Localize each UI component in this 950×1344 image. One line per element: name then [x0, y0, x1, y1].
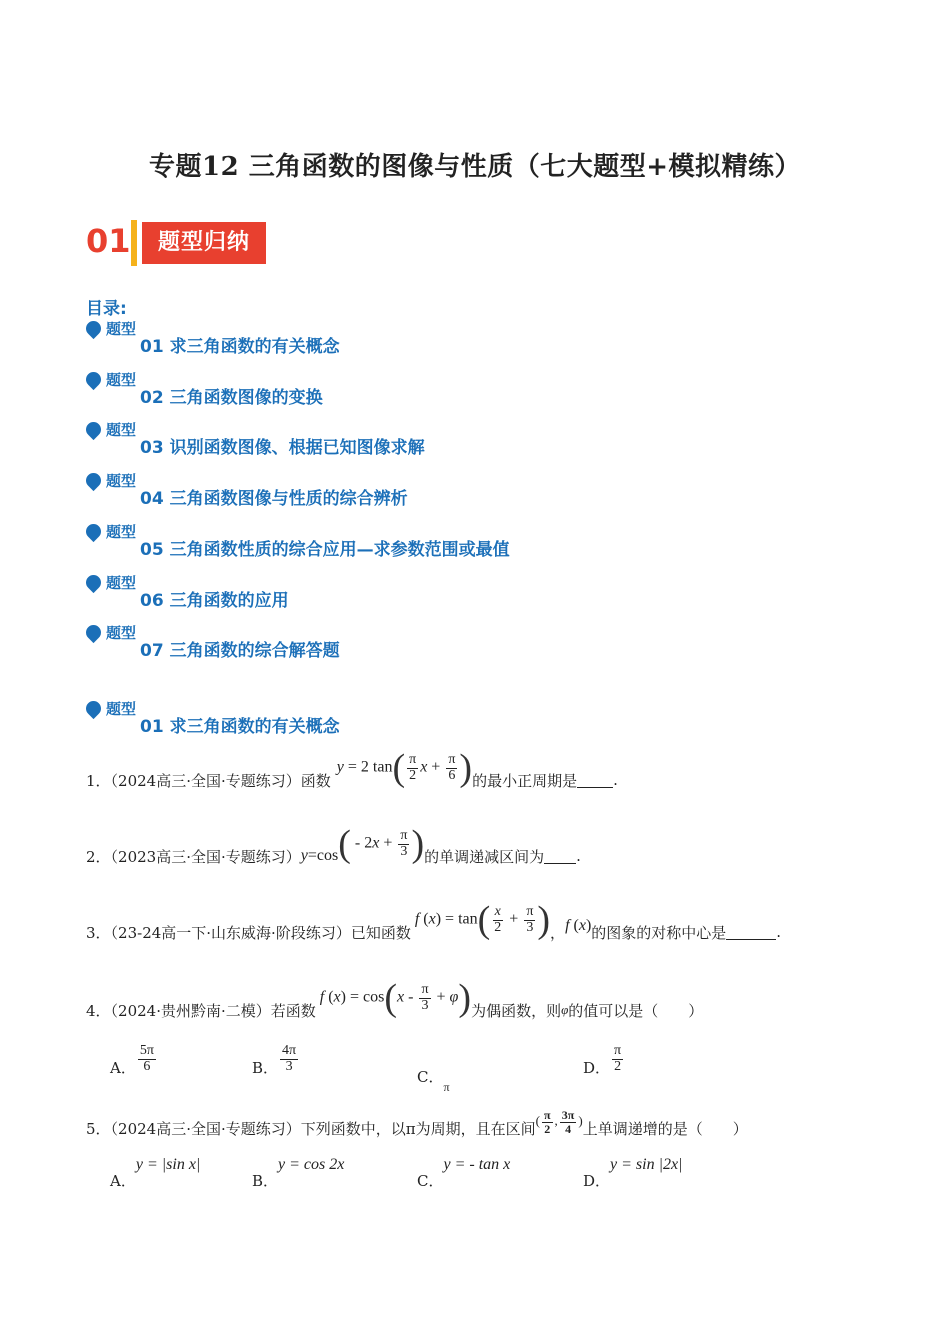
toc-item-7[interactable]: 07 三角函数的综合解答题	[140, 641, 340, 661]
formula: ( - 2x + $\frac{\pi}{3}$ )	[338, 823, 425, 865]
answer-blank[interactable]	[544, 849, 576, 864]
toc-item-5[interactable]: 05 三角函数性质的综合应用—求参数范围或最值	[140, 540, 510, 560]
toc-tag: 题型	[86, 572, 136, 593]
section-divider	[131, 220, 137, 266]
toc-tag: 题型	[86, 318, 136, 339]
option-a[interactable]: A． $\frac{5\pi}{6}$	[110, 1043, 154, 1077]
toc-tag: 题型	[86, 521, 136, 542]
option-d[interactable]: D． $\frac{\pi}{2}$	[583, 1043, 622, 1077]
toc-item-1[interactable]: 01 求三角函数的有关概念	[140, 337, 340, 357]
location-pin-icon	[83, 318, 104, 339]
location-pin-icon	[83, 572, 104, 593]
option-b[interactable]: B． y = cos 2x	[252, 1156, 345, 1190]
location-pin-icon	[83, 622, 104, 643]
page-title: 专题12 三角函数的图像与性质（七大题型+模拟精练）	[148, 152, 802, 182]
option-c[interactable]: C． π	[417, 1068, 450, 1094]
option-b[interactable]: B． $\frac{4\pi}{3}$	[252, 1043, 297, 1077]
option-a[interactable]: A． y = |sin x|	[110, 1156, 201, 1190]
question-5: 5．（2024高三·全国·专题练习）下列函数中，以π为周期，且在区间 ( $\frac{\pi}{2}$ , $\frac{3\pi}{4}$ ) 上单调递增的是（ ）	[86, 1107, 748, 1138]
question-3: 3．（23-24高一下·山东威海·阶段练习）已知函数 f (x) = tan( $\frac{x}{2}$ + $\frac{\pi}{3}$ ) ， f (x) 的图象的对称中心是 .	[86, 899, 782, 942]
formula: f (x) = tan( $\frac{x}{2}$ + $\frac{\pi}{3}$ )	[414, 899, 551, 941]
location-pin-icon	[83, 470, 104, 491]
option-c[interactable]: C． y = - tan x	[417, 1156, 511, 1190]
location-pin-icon	[83, 521, 104, 542]
question-1: 1．（2024高三·全国·专题练习）函数 y = 2 tan( $\frac{\pi}{2}$ x + $\frac{\pi}{6}$ ) 的最小正周期是 .	[86, 747, 618, 790]
toc-tag: 题型	[86, 369, 136, 390]
toc-heading: 目录:	[86, 299, 127, 319]
toc-item-4[interactable]: 04 三角函数图像与性质的综合辨析	[140, 489, 408, 509]
option-d[interactable]: D． y = sin |2x|	[583, 1156, 683, 1190]
toc-item-6[interactable]: 06 三角函数的应用	[140, 591, 289, 611]
section-label: 题型归纳	[142, 222, 266, 264]
toc-item-3[interactable]: 03 识别函数图像、根据已知图像求解	[140, 438, 425, 458]
answer-blank[interactable]	[726, 925, 776, 940]
section-tag: 题型	[86, 698, 136, 719]
formula: f (x) = cos(x - $\frac{\pi}{3}$ + φ)	[319, 977, 472, 1019]
toc-tag: 题型	[86, 622, 136, 643]
toc-item-2[interactable]: 02 三角函数图像的变换	[140, 388, 323, 408]
question-4: 4．（2024·贵州黔南·二模）若函数 f (x) = cos(x - $\frac{\pi}{3}$ + φ) 为偶函数，则 φ 的值可以是（ ）	[86, 977, 704, 1020]
section-heading: 01 求三角函数的有关概念	[140, 717, 340, 737]
location-pin-icon	[83, 419, 104, 440]
section-number: 01	[86, 222, 131, 260]
formula: y = 2 tan( $\frac{\pi}{2}$ x + $\frac{\pi}{6}$ )	[336, 747, 473, 789]
interval: ( $\frac{\pi}{2}$ , $\frac{3\pi}{4}$ )	[535, 1107, 583, 1136]
toc-tag: 题型	[86, 419, 136, 440]
toc-tag: 题型	[86, 470, 136, 491]
answer-blank[interactable]	[577, 773, 613, 788]
location-pin-icon	[83, 369, 104, 390]
location-pin-icon	[83, 698, 104, 719]
question-2: 2．（2023高三·全国·专题练习） y=cos ( - 2x + $\frac{\pi}{3}$ ) 的单调递减区间为 .	[86, 823, 581, 866]
